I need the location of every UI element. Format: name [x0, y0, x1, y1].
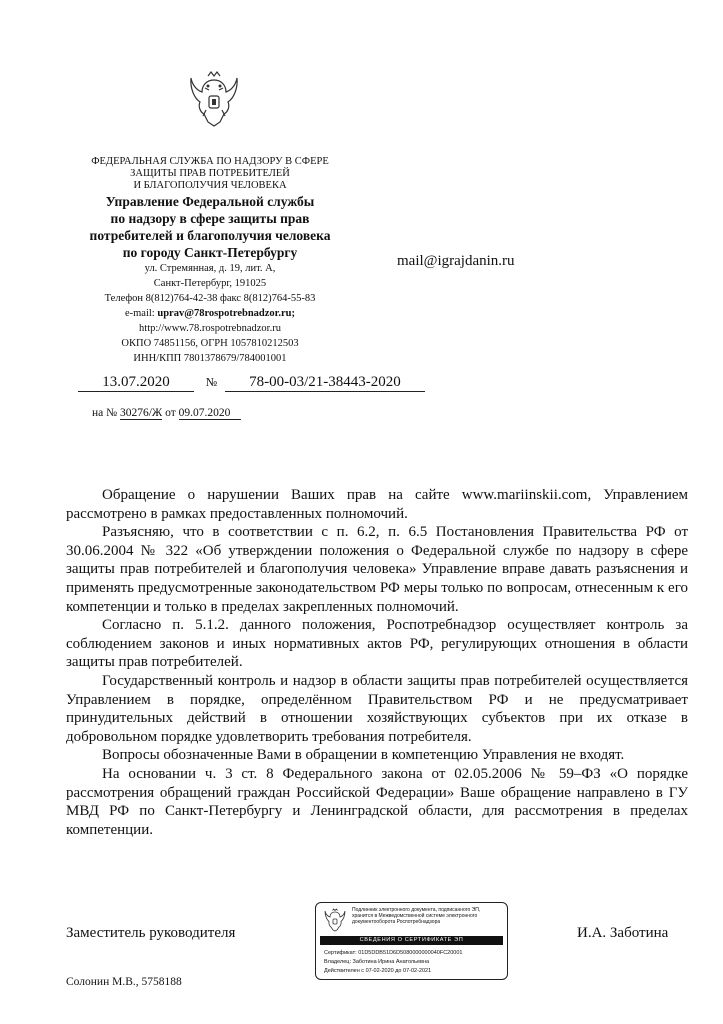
recipient-email[interactable]: mail@igrajdanin.ru: [397, 253, 515, 269]
coat-of-arms-icon: [188, 70, 240, 128]
email-line: [60, 307, 360, 321]
body-paragraph-5: Вопросы обозначенные Вами в обращении в компетенцию Управления не входят.: [102, 747, 625, 764]
department-line-1: Управление Федеральной службы: [105, 194, 315, 209]
body-paragraph-2: Разъясняю, что в соответствии с п. 6.2, п. 6.5 Постановления Правительства РФ от 30.06.2004 № 322 «Об утверждении положения о Федеральной службе по надзору в сфере защиты прав потребителей и благополучия человека» Управление вправе давать разъяснения и применять предусмотренные законодательством РФ меры только по вопросам, отнесенным к его компетенции и только в пределах закрепленных полномочий.: [66, 524, 688, 615]
okpo-ogrn: ОКПО 74851156, ОГРН 1057810212503: [121, 338, 299, 349]
phone-fax: Телефон 8(812)764-42-38 факс 8(812)764-55-83: [104, 293, 316, 304]
body-paragraph-4: Государственный контроль и надзор в области защиты прав потребителей осуществляется Управлением в порядке, определённом Правительством РФ и не предусматривает принудительных действий в отношении хозяйствующих субъектов при их отказе в добровольном порядке удовлетворить требования потребителя.: [66, 672, 688, 745]
inn-kpp: ИНН/КПП 7801378679/784001001: [133, 353, 287, 364]
email-label: e-mail:: [124, 308, 158, 319]
stamp-header: СВЕДЕНИЯ О СЕРТИФИКАТЕ ЭП: [320, 936, 503, 945]
reference-number: 30276/Ж: [119, 407, 163, 419]
stamp-certificate: Сертификат: 01D5DDB51D6D5080000000040FC20001: [324, 950, 463, 956]
reference-from: от: [165, 407, 176, 419]
body-paragraph-1: Обращение о нарушении Ваших прав на сайте www.mariinskii.com, Управлением рассмотрено в рамках предоставленных полномочий.: [66, 487, 688, 522]
email-value[interactable]: uprav@78rospotrebnadzor.ru;: [157, 308, 295, 319]
registration-line: [78, 374, 425, 392]
body-paragraph-3: Согласно п. 5.1.2. данного положения, Роспотребнадзор осуществляет контроль за соблюдением законов и иных нормативных актов РФ, регулирующих отношения в области защиты прав потребителей.: [66, 617, 688, 671]
body-paragraph-6: На основании ч. 3 ст. 8 Федерального закона от 02.05.2006 № 59–ФЗ «О порядке рассмотрения обращений граждан Российской Федерации» Ваше обращение направлено в ГУ МВД РФ по Санкт-Петербургу и Ленинградской области, для рассмотрения в пределах компетенции.: [66, 765, 688, 838]
executor-info: Солонин М.В., 5758188: [66, 976, 182, 988]
department-line-3: потребителей и благополучия человека: [89, 228, 331, 243]
reference-prefix: на №: [92, 407, 118, 419]
registration-number: 78-00-03/21-38443-2020: [225, 374, 425, 392]
department-line-4: по городу Санкт-Петербургу: [122, 245, 298, 260]
address-line-1: ул. Стремянная, д. 19, лит. А,: [144, 263, 276, 274]
signatory-role: Заместитель руководителя: [66, 925, 236, 941]
agency-line-3: И БЛАГОПОЛУЧИЯ ЧЕЛОВЕКА: [133, 180, 287, 191]
letter-body: [66, 486, 688, 839]
stamp-owner: Владелец: Заботина Ирина Анатольевна: [324, 959, 430, 965]
stamp-coat-of-arms-icon: [324, 908, 346, 932]
website[interactable]: http://www.78.rospotrebnadzor.ru: [139, 323, 281, 334]
registration-date: 13.07.2020: [78, 374, 194, 392]
agency-line-2: ЗАЩИТЫ ПРАВ ПОТРЕБИТЕЛЕЙ: [130, 168, 290, 179]
reference-date: 09.07.2020: [179, 407, 241, 420]
department-line-2: по надзору в сфере защиты прав: [110, 211, 310, 226]
address-line-2: Санкт-Петербург, 191025: [153, 278, 267, 289]
stamp-validity: Действителен с 07-02-2020 до 07-02-2021: [324, 968, 432, 974]
stamp-note: Подлинник электронного документа, подписанного ЭП, хранится в Межведомственной системе электронного документооборота Роспотребнадзора: [352, 907, 481, 925]
number-sign: №: [205, 375, 218, 389]
agency-line-1: ФЕДЕРАЛЬНАЯ СЛУЖБА ПО НАДЗОРУ В СФЕРЕ: [91, 156, 329, 167]
reference-line: [92, 407, 241, 420]
signatory-name: И.А. Заботина: [577, 925, 669, 941]
e-signature-stamp: [315, 902, 508, 980]
